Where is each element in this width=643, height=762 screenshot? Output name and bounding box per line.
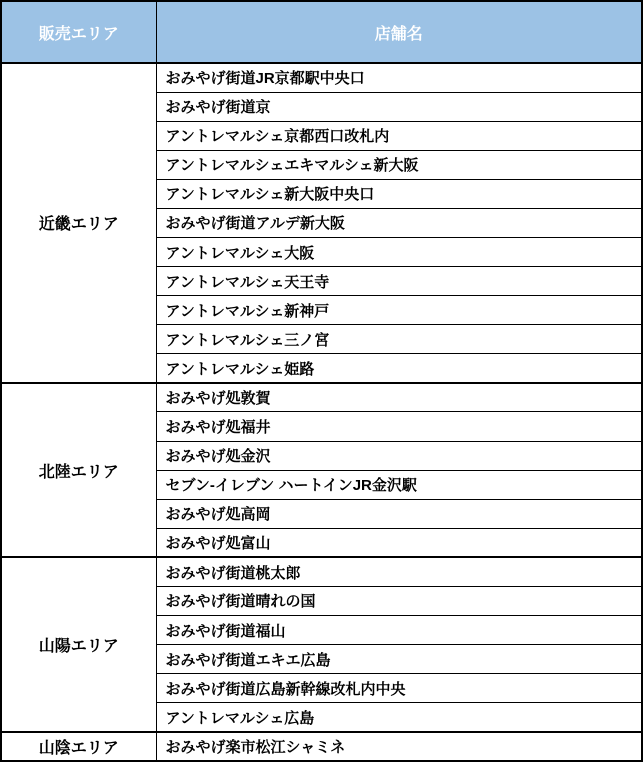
- store-name-cell: おみやげ街道晴れの国: [156, 586, 642, 615]
- store-name-cell: おみやげ街道JR京都駅中央口: [156, 63, 642, 92]
- store-name-cell: アントレマルシェ広島: [156, 703, 642, 732]
- store-name-cell: おみやげ処富山: [156, 528, 642, 557]
- table-body: [1, 63, 642, 761]
- store-name-cell: おみやげ処高岡: [156, 499, 642, 528]
- table-row: [1, 557, 642, 586]
- store-name-cell: おみやげ街道アルデ新大阪: [156, 208, 642, 237]
- store-name-cell: アントレマルシェ三ノ宮: [156, 325, 642, 354]
- store-name-cell: アントレマルシェ京都西口改札内: [156, 121, 642, 150]
- store-name-cell: おみやげ処福井: [156, 412, 642, 441]
- sales-area-cell: 山陰エリア: [1, 732, 156, 761]
- store-name-cell: セブン-イレブン ハートインJR金沢駅: [156, 470, 642, 499]
- store-name-cell: おみやげ処敦賀: [156, 383, 642, 412]
- store-name-cell: アントレマルシェ姫路: [156, 354, 642, 383]
- store-name-cell: アントレマルシェ新大阪中央口: [156, 179, 642, 208]
- table-row: [1, 383, 642, 412]
- store-name-cell: おみやげ楽市松江シャミネ: [156, 732, 642, 761]
- sales-area-cell: 近畿エリア: [1, 63, 156, 383]
- table-row: [1, 63, 642, 92]
- sales-area-cell: 北陸エリア: [1, 383, 156, 557]
- sales-area-cell: 山陽エリア: [1, 557, 156, 731]
- store-name-cell: おみやげ街道福山: [156, 615, 642, 644]
- store-name-cell: おみやげ街道広島新幹線改札内中央: [156, 674, 642, 703]
- column-header-store-name: 店舗名: [156, 1, 642, 63]
- store-name-cell: アントレマルシェ新神戸: [156, 296, 642, 325]
- table-row: [1, 732, 642, 761]
- store-name-cell: アントレマルシェエキマルシェ新大阪: [156, 150, 642, 179]
- store-name-cell: おみやげ街道京: [156, 92, 642, 121]
- table-header-row: [1, 1, 642, 63]
- store-name-cell: アントレマルシェ天王寺: [156, 267, 642, 296]
- store-name-cell: おみやげ街道桃太郎: [156, 557, 642, 586]
- store-name-cell: おみやげ処金沢: [156, 441, 642, 470]
- store-name-cell: おみやげ街道エキエ広島: [156, 645, 642, 674]
- column-header-sales-area: 販売エリア: [1, 1, 156, 63]
- store-name-cell: アントレマルシェ大阪: [156, 237, 642, 266]
